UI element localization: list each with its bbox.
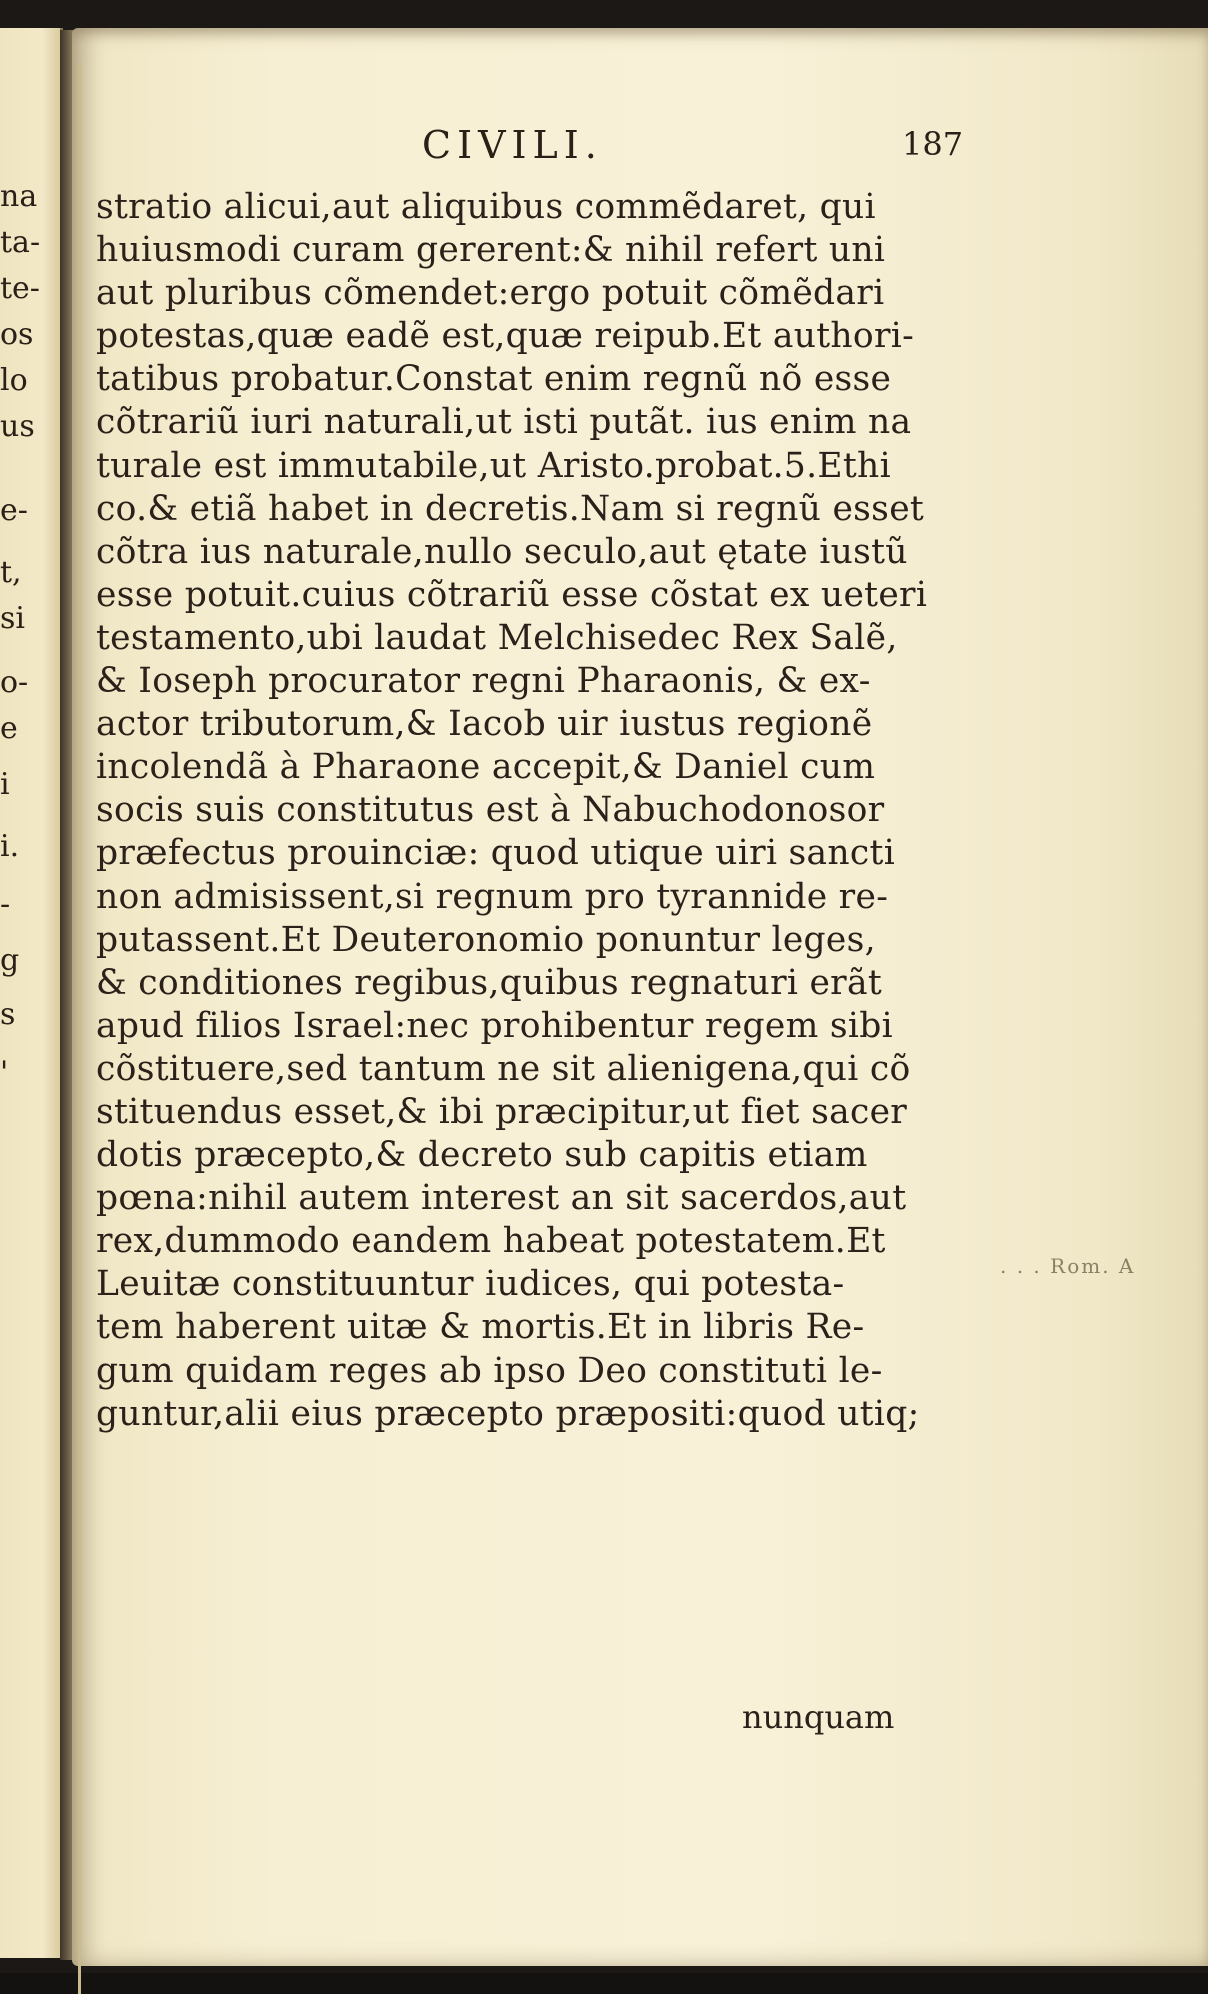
text-line: stituendus esset,& ibi præcipitur,ut fiet sacer [96,1091,908,1132]
text-line: pœna:nihil autem interest an sit sacerdos,aut [96,1178,907,1219]
left-fragment: te- [0,271,40,306]
text-line: tem haberent uitæ & mortis.Et in libris Re- [96,1307,865,1348]
left-fragment: i [0,767,10,802]
text-line: cõstituere,sed tantum ne sit alienigena,qui cõ [96,1048,911,1089]
left-fragment: si [0,601,25,636]
left-fragment: lo [0,363,28,398]
left-fragment: ta- [0,225,41,260]
text-line: potestas,quæ eadẽ est,quæ reipub.Et authori- [96,316,915,357]
text-line: huiusmodi curam gererent:& nihil refert uni [96,230,886,271]
text-line: co.& etiã habet in decretis.Nam si regnũ esset [96,488,925,529]
text-line: Leuitæ constituuntur iudices, qui potesta- [96,1264,845,1305]
catchword: nunquam [742,1698,895,1736]
right-page [72,28,1208,1966]
text-line: stratio alicui,aut aliquibus commẽdaret, qui [96,187,876,227]
text-line: cõtrariũ iuri naturali,ut isti putãt. ius enim na [96,402,912,443]
text-line: guntur,alii eius præcepto præpositi:quod utiq; [96,1393,920,1434]
text-line: aut pluribus cõmendet:ergo potuit cõmẽdari [96,273,885,314]
text-line: cõtra ius naturale,nullo seculo,aut ętate iustũ [96,531,908,572]
left-page-edge [0,28,63,1958]
text-line: socis suis constitutus est à Nabuchodonosor [96,790,885,831]
text-line: & conditiones regibus,quibus regnaturi erãt [96,962,882,1003]
text-line: præfectus prouinciæ: quod utique uiri sancti [96,833,896,874]
text-line: esse potuit.cuius cõtrariũ esse cõstat ex ueteri [96,574,928,615]
text-line: putassent.Et Deuteronomio ponuntur leges, [96,919,876,960]
left-fragment: ' [0,1055,9,1090]
page-crease [78,64,81,1994]
text-line: testamento,ubi laudat Melchisedec Rex Salẽ, [96,617,898,658]
left-fragment: na [0,179,38,214]
left-fragment: os [0,317,34,352]
left-fragment: us [0,409,35,444]
left-fragment: t, [0,555,22,590]
text-line: tatibus probatur.Constat enim regnũ nõ esse [96,359,892,400]
text-line: & Ioseph procurator regni Pharaonis, & ex- [96,661,871,702]
text-line: actor tributorum,& Iacob uir iustus regionẽ [96,704,873,745]
text-line: incolendã à Pharaone accepit,& Daniel cum [96,747,876,788]
left-fragment: g [0,943,20,978]
left-fragment: - [0,887,11,922]
running-head [72,123,1208,183]
text-line: rex,dummodo eandem habeat potestatem.Et [96,1221,886,1262]
text-line: dotis præcepto,& decreto sub capitis etiam [96,1135,868,1176]
text-line: turale est immutabile,ut Aristo.probat.5.Ethi [96,445,891,486]
left-fragment: i. [0,829,20,864]
page-number: 187 [902,125,964,163]
left-fragment: o- [0,665,29,700]
text-line: gum quidam reges ab ipso Deo constituti le- [96,1350,883,1391]
left-fragment: e [0,711,18,746]
text-line: apud filios Israel:nec prohibentur regem sibi [96,1005,893,1046]
left-fragment: e- [0,493,28,528]
left-fragment: s [0,997,16,1032]
body-text [96,186,1026,1436]
running-head-title: CIVILI. [422,123,603,167]
text-line: non admisissent,si regnum pro tyrannide re- [96,876,889,917]
margin-note: . . . Rom. A [1000,1254,1136,1278]
